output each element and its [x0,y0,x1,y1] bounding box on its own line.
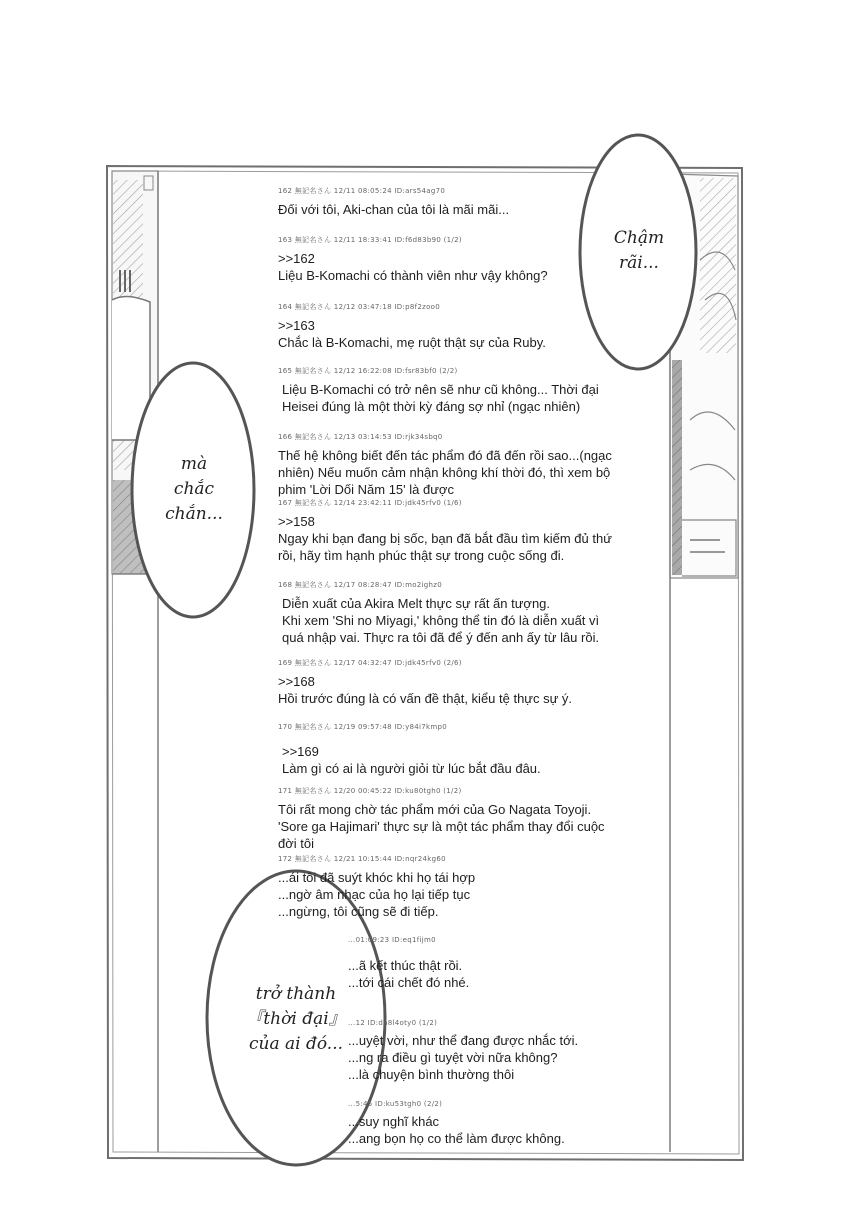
post-body [278,513,638,564]
post-line: 'Sore ga Hajimari' thực sự là một tác phẩm thay đổi cuộc [278,819,605,834]
forum-post [278,786,638,852]
post-line: Liệu B-Komachi có trở nên sẽ như cũ không... Thời đại [282,382,599,397]
post-line: Heisei đúng là một thời kỳ đáng sợ nhỉ (ngạc nhiên) [282,399,581,414]
post-line: >>158 [278,514,315,529]
speech-bubble-text-bottom [210,982,382,1057]
post-line: Thế hệ không biết đến tác phẩm đó đã đến rồi sao...(ngạc [278,448,612,463]
post-line: ...ái tôi đã suýt khóc khi họ tái hợp [278,870,476,885]
forum-post [278,186,638,218]
post-meta: 172 無記名さん 12/21 10:15:44 ID:nqr24kg60 [278,855,446,863]
bubble-line: của ai đó... [248,1034,343,1054]
post-line: phim 'Lời Dối Năm 15' là được [278,482,454,497]
bubble-line: 『thời đại』 [246,1009,346,1029]
forum-post [278,498,638,564]
post-meta: 164 無記名さん 12/12 03:47:18 ID:p8f2zoo0 [278,303,440,311]
post-body [278,447,638,498]
post-meta: 165 無記名さん 12/12 16:22:08 ID:fsr83bf0 (2/2) [278,367,458,375]
post-line: ...là chuyện bình thường thôi [348,1067,515,1082]
forum-post [278,366,638,415]
post-line: ...tới cái chết đó nhé. [348,975,470,990]
post-line: rồi, hãy tìm hạnh phúc thật sự trong cuộc sống đi. [278,548,565,563]
post-meta: 166 無記名さん 12/13 03:14:53 ID:rjk34sbq0 [278,433,443,441]
post-meta: ...5:45 ID:ku53tgh0 (2/2) [348,1100,443,1108]
post-body [282,595,638,646]
post-line: Ngay khi bạn đang bị sốc, bạn đã bắt đầu tìm kiếm đủ thứ [278,531,612,546]
post-body [348,1113,708,1147]
post-meta: 163 無記名さん 12/11 18:33:41 ID:f6d83b90 (1/2) [278,236,462,244]
post-line: đời tôi [278,836,314,851]
post-line: >>163 [278,318,315,333]
post-line: ...ngờ âm nhạc của họ lại tiếp tục [278,887,471,902]
post-meta: 167 無記名さん 12/14 23:42:11 ID:jdk45rfv0 (1/6) [278,499,462,507]
post-meta: ...12 ID:dn8l4oty0 (1/2) [348,1019,438,1027]
post-meta: ...01:09:23 ID:eq1fijm0 [348,936,436,944]
post-line: quá nhập vai. Thực ra tôi đã để ý đến anh ấy từ lâu rồi. [282,630,600,645]
post-line: ...uyệt vời, như thể đang được nhắc tới. [348,1033,579,1048]
forum-post [278,658,638,707]
post-line: ...ngừng, tôi cũng sẽ đi tiếp. [278,904,439,919]
post-body [278,317,638,351]
forum-post [278,432,638,498]
post-body [278,801,638,852]
bubble-line: chắn... [165,504,223,524]
post-body [282,381,638,415]
post-line: ...suy nghĩ khác [348,1114,440,1129]
post-body [278,673,638,707]
forum-post-partial [348,1100,708,1147]
post-meta: 171 無記名さん 12/20 00:45:22 ID:ku80tgh0 (1/2) [278,787,462,795]
post-body [348,1032,708,1083]
forum-post-partial [348,1019,708,1083]
post-line: Đối với tôi, Aki-chan của tôi là mãi mãi... [278,202,510,217]
speech-bubble-text-left [133,452,255,527]
post-line: Làm gì có ai là người giỏi từ lúc bắt đầu đâu. [282,761,541,776]
bubble-line: mà [180,454,208,474]
post-meta: 169 無記名さん 12/17 04:32:47 ID:jdk45rfv0 (2/6) [278,659,462,667]
bubble-line: chắc [173,479,215,499]
post-body [278,869,638,920]
post-body [348,957,708,991]
speech-bubble-text-top-right [580,226,698,276]
post-line: >>162 [278,251,315,266]
post-line: Khi xem 'Shi no Miyagi,' không thể tin đó là diễn xuất vì [282,613,600,628]
forum-post-partial [348,936,708,991]
post-line: Diễn xuất của Akira Melt thực sự rất ấn tượng. [282,596,551,611]
post-body [282,743,638,777]
forum-post [278,722,638,777]
post-meta: 170 無記名さん 12/19 09:57:48 ID:y84i7kmp0 [278,723,448,731]
post-line: >>168 [278,674,315,689]
post-line: ...ng ra điều gì tuyệt vời nữa không? [348,1050,558,1065]
post-line: Hồi trước đúng là có vấn đề thật, kiểu tệ thực sự ý. [278,691,573,706]
forum-post [278,854,638,920]
post-line: ...ang bọn họ co thể làm được không. [348,1131,565,1146]
post-line: Tôi rất mong chờ tác phẩm mới của Go Nagata Toyoji. [278,802,592,817]
post-line: ...ã kết thúc thật rồi. [348,958,463,973]
post-line: Liệu B-Komachi có thành viên như vậy không? [278,268,548,283]
post-meta: 168 無記名さん 12/17 08:28:47 ID:mo2ighz0 [278,581,442,589]
post-line: nhiên) Nếu muốn cảm nhận không khí thời đó, thì xem bộ [278,465,611,480]
forum-post [278,302,638,351]
post-body [278,201,638,218]
post-line: >>169 [282,744,319,759]
bubble-line: trở thành [255,984,337,1004]
post-line: Chắc là B-Komachi, mẹ ruột thật sự của Ruby. [278,335,546,350]
bubble-line: Chậm [613,228,665,248]
bubble-line: rãi... [619,253,659,273]
post-meta: 162 無記名さん 12/11 08:05:24 ID:ars54ag70 [278,187,446,195]
forum-post [278,580,638,646]
